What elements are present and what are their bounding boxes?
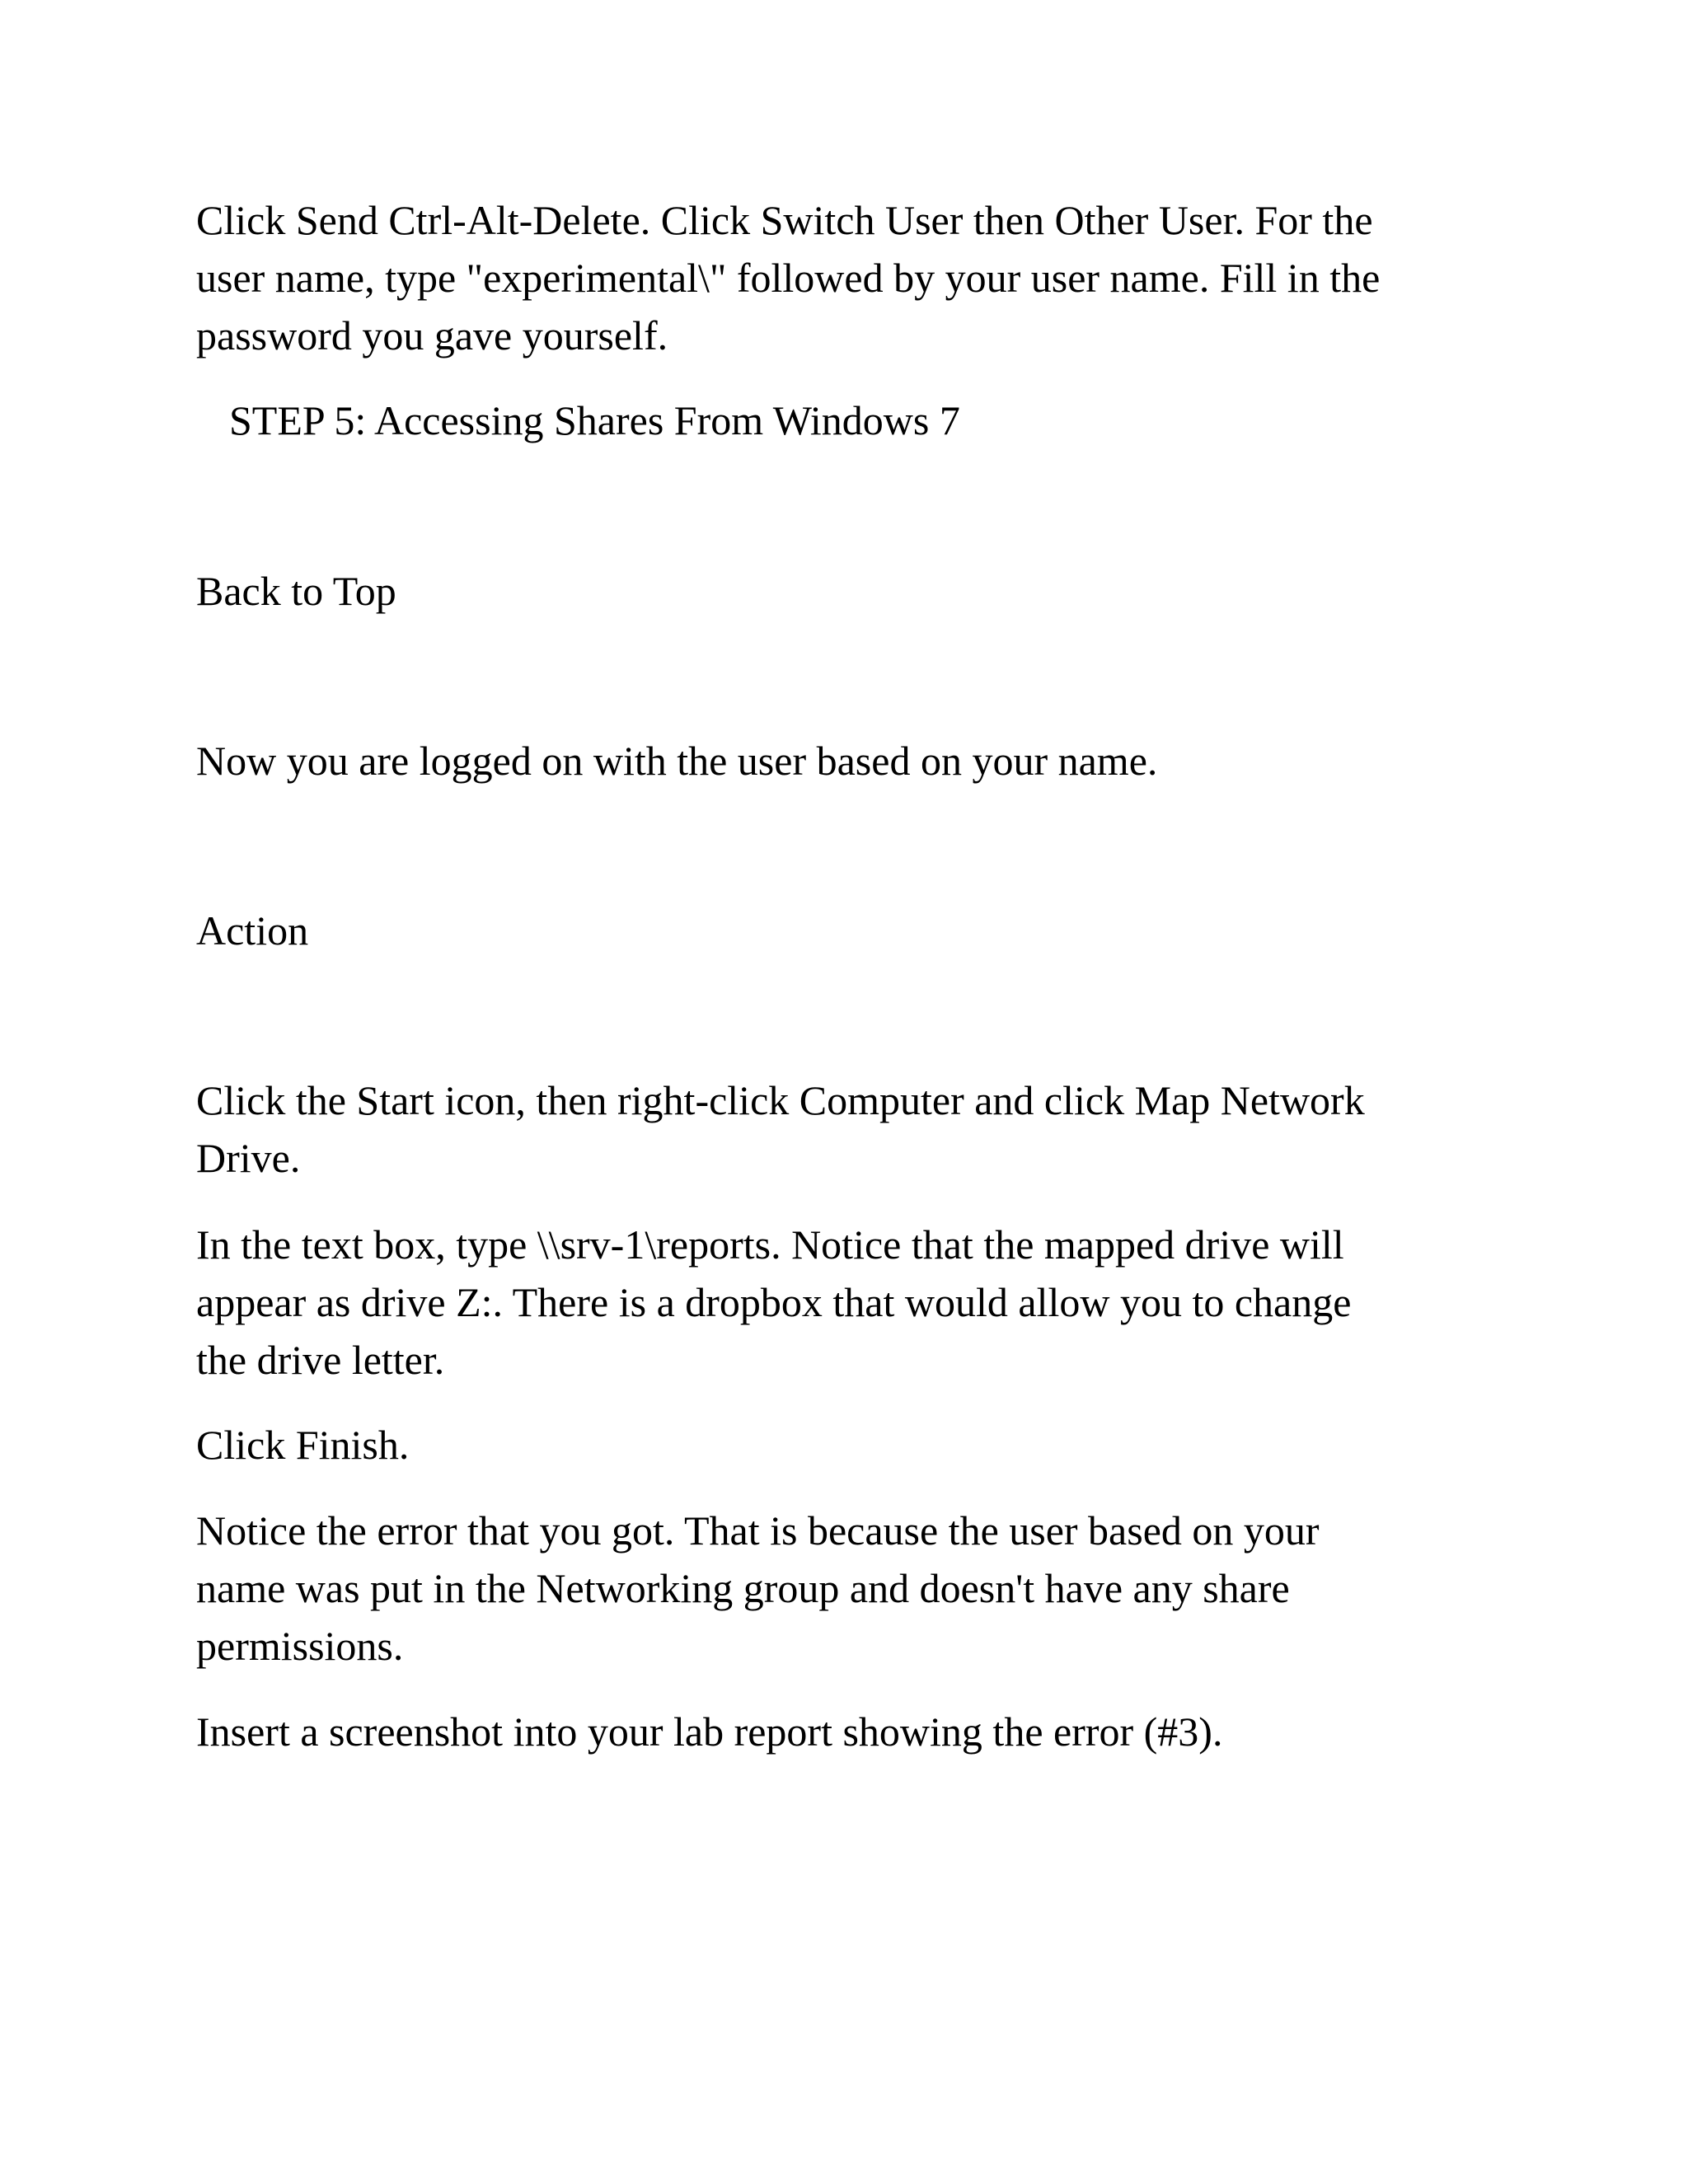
step-heading: STEP 5: Accessing Shares From Windows 7 bbox=[229, 397, 960, 443]
intro-paragraph-line-2: user name, type "experimental\" followed by your user name. Fill in the bbox=[196, 255, 1381, 301]
textbox-instruction-line-2: appear as drive Z:. There is a dropbox that would allow you to change bbox=[196, 1279, 1352, 1325]
error-notice-line-2: name was put in the Networking group and doesn't have any share bbox=[196, 1565, 1290, 1611]
error-notice-line-3: permissions. bbox=[196, 1623, 404, 1669]
textbox-instruction-line-1: In the text box, type \\srv-1\reports. Notice that the mapped drive will bbox=[196, 1221, 1344, 1268]
intro-paragraph-line-3: password you gave yourself. bbox=[196, 312, 668, 359]
click-finish-text: Click Finish. bbox=[196, 1422, 410, 1468]
intro-paragraph-line-1: Click Send Ctrl-Alt-Delete. Click Switch User then Other User. For the bbox=[196, 197, 1373, 243]
start-instruction-line-2: Drive. bbox=[196, 1135, 301, 1181]
back-to-top-link[interactable]: Back to Top bbox=[196, 568, 396, 614]
start-instruction-line-1: Click the Start icon, then right-click Computer and click Map Network bbox=[196, 1077, 1365, 1123]
textbox-instruction-line-3: the drive letter. bbox=[196, 1337, 445, 1383]
logged-on-text: Now you are logged on with the user based on your name. bbox=[196, 738, 1158, 784]
insert-screenshot-text: Insert a screenshot into your lab report showing the error (#3). bbox=[196, 1708, 1223, 1755]
error-notice-line-1: Notice the error that you got. That is because the user based on your bbox=[196, 1507, 1320, 1554]
action-label: Action bbox=[196, 907, 309, 954]
